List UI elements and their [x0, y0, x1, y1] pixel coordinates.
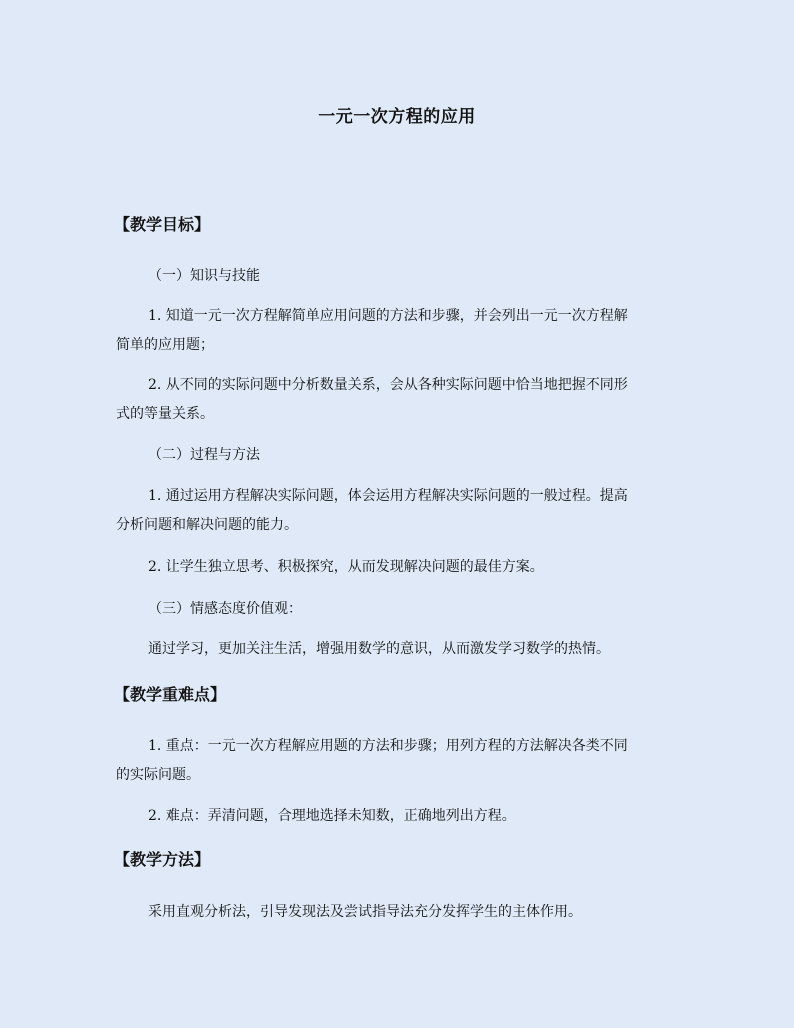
- paragraph-line: 简单的应用题；: [116, 337, 214, 353]
- paragraph-line: 式的等量关系。: [116, 406, 214, 422]
- paragraph-line: 分析问题和解决问题的能力。: [116, 517, 298, 533]
- paragraph-line: 2. 难点：弄清问题，合理地选择未知数，正确地列出方程。: [148, 808, 516, 824]
- document-title: 一元一次方程的应用: [318, 107, 476, 127]
- paragraph-line: 采用直观分析法，引导发现法及尝试指导法充分发挥学生的主体作用。: [148, 904, 582, 920]
- paragraph-line: 2. 让学生独立思考、积极探究，从而发现解决问题的最佳方案。: [148, 559, 544, 575]
- paragraph-line: 的实际问题。: [116, 767, 200, 783]
- subheading-knowledge-skills: （一）知识与技能: [148, 268, 260, 284]
- paragraph-line: 1. 通过运用方程解决实际问题，体会运用方程解决实际问题的一般过程。提高: [148, 488, 628, 504]
- section-heading-methods: 【教学方法】: [114, 850, 211, 869]
- paragraph-line: 1. 重点：一元一次方程解应用题的方法和步骤；用列方程的方法解决各类不同: [148, 738, 628, 754]
- section-heading-objectives: 【教学目标】: [114, 215, 211, 234]
- subheading-process-methods: （二）过程与方法: [148, 447, 260, 463]
- section-heading-key-points: 【教学重难点】: [114, 685, 227, 704]
- paragraph-line: 2. 从不同的实际问题中分析数量关系，会从各种实际问题中恰当地把握不同形: [148, 377, 628, 393]
- subheading-attitudes-values: （三）情感态度价值观：: [148, 601, 302, 617]
- paragraph-line: 1. 知道一元一次方程解简单应用问题的方法和步骤，并会列出一元一次方程解: [148, 308, 628, 324]
- paragraph-line: 通过学习，更加关注生活，增强用数学的意识，从而激发学习数学的热情。: [148, 641, 610, 657]
